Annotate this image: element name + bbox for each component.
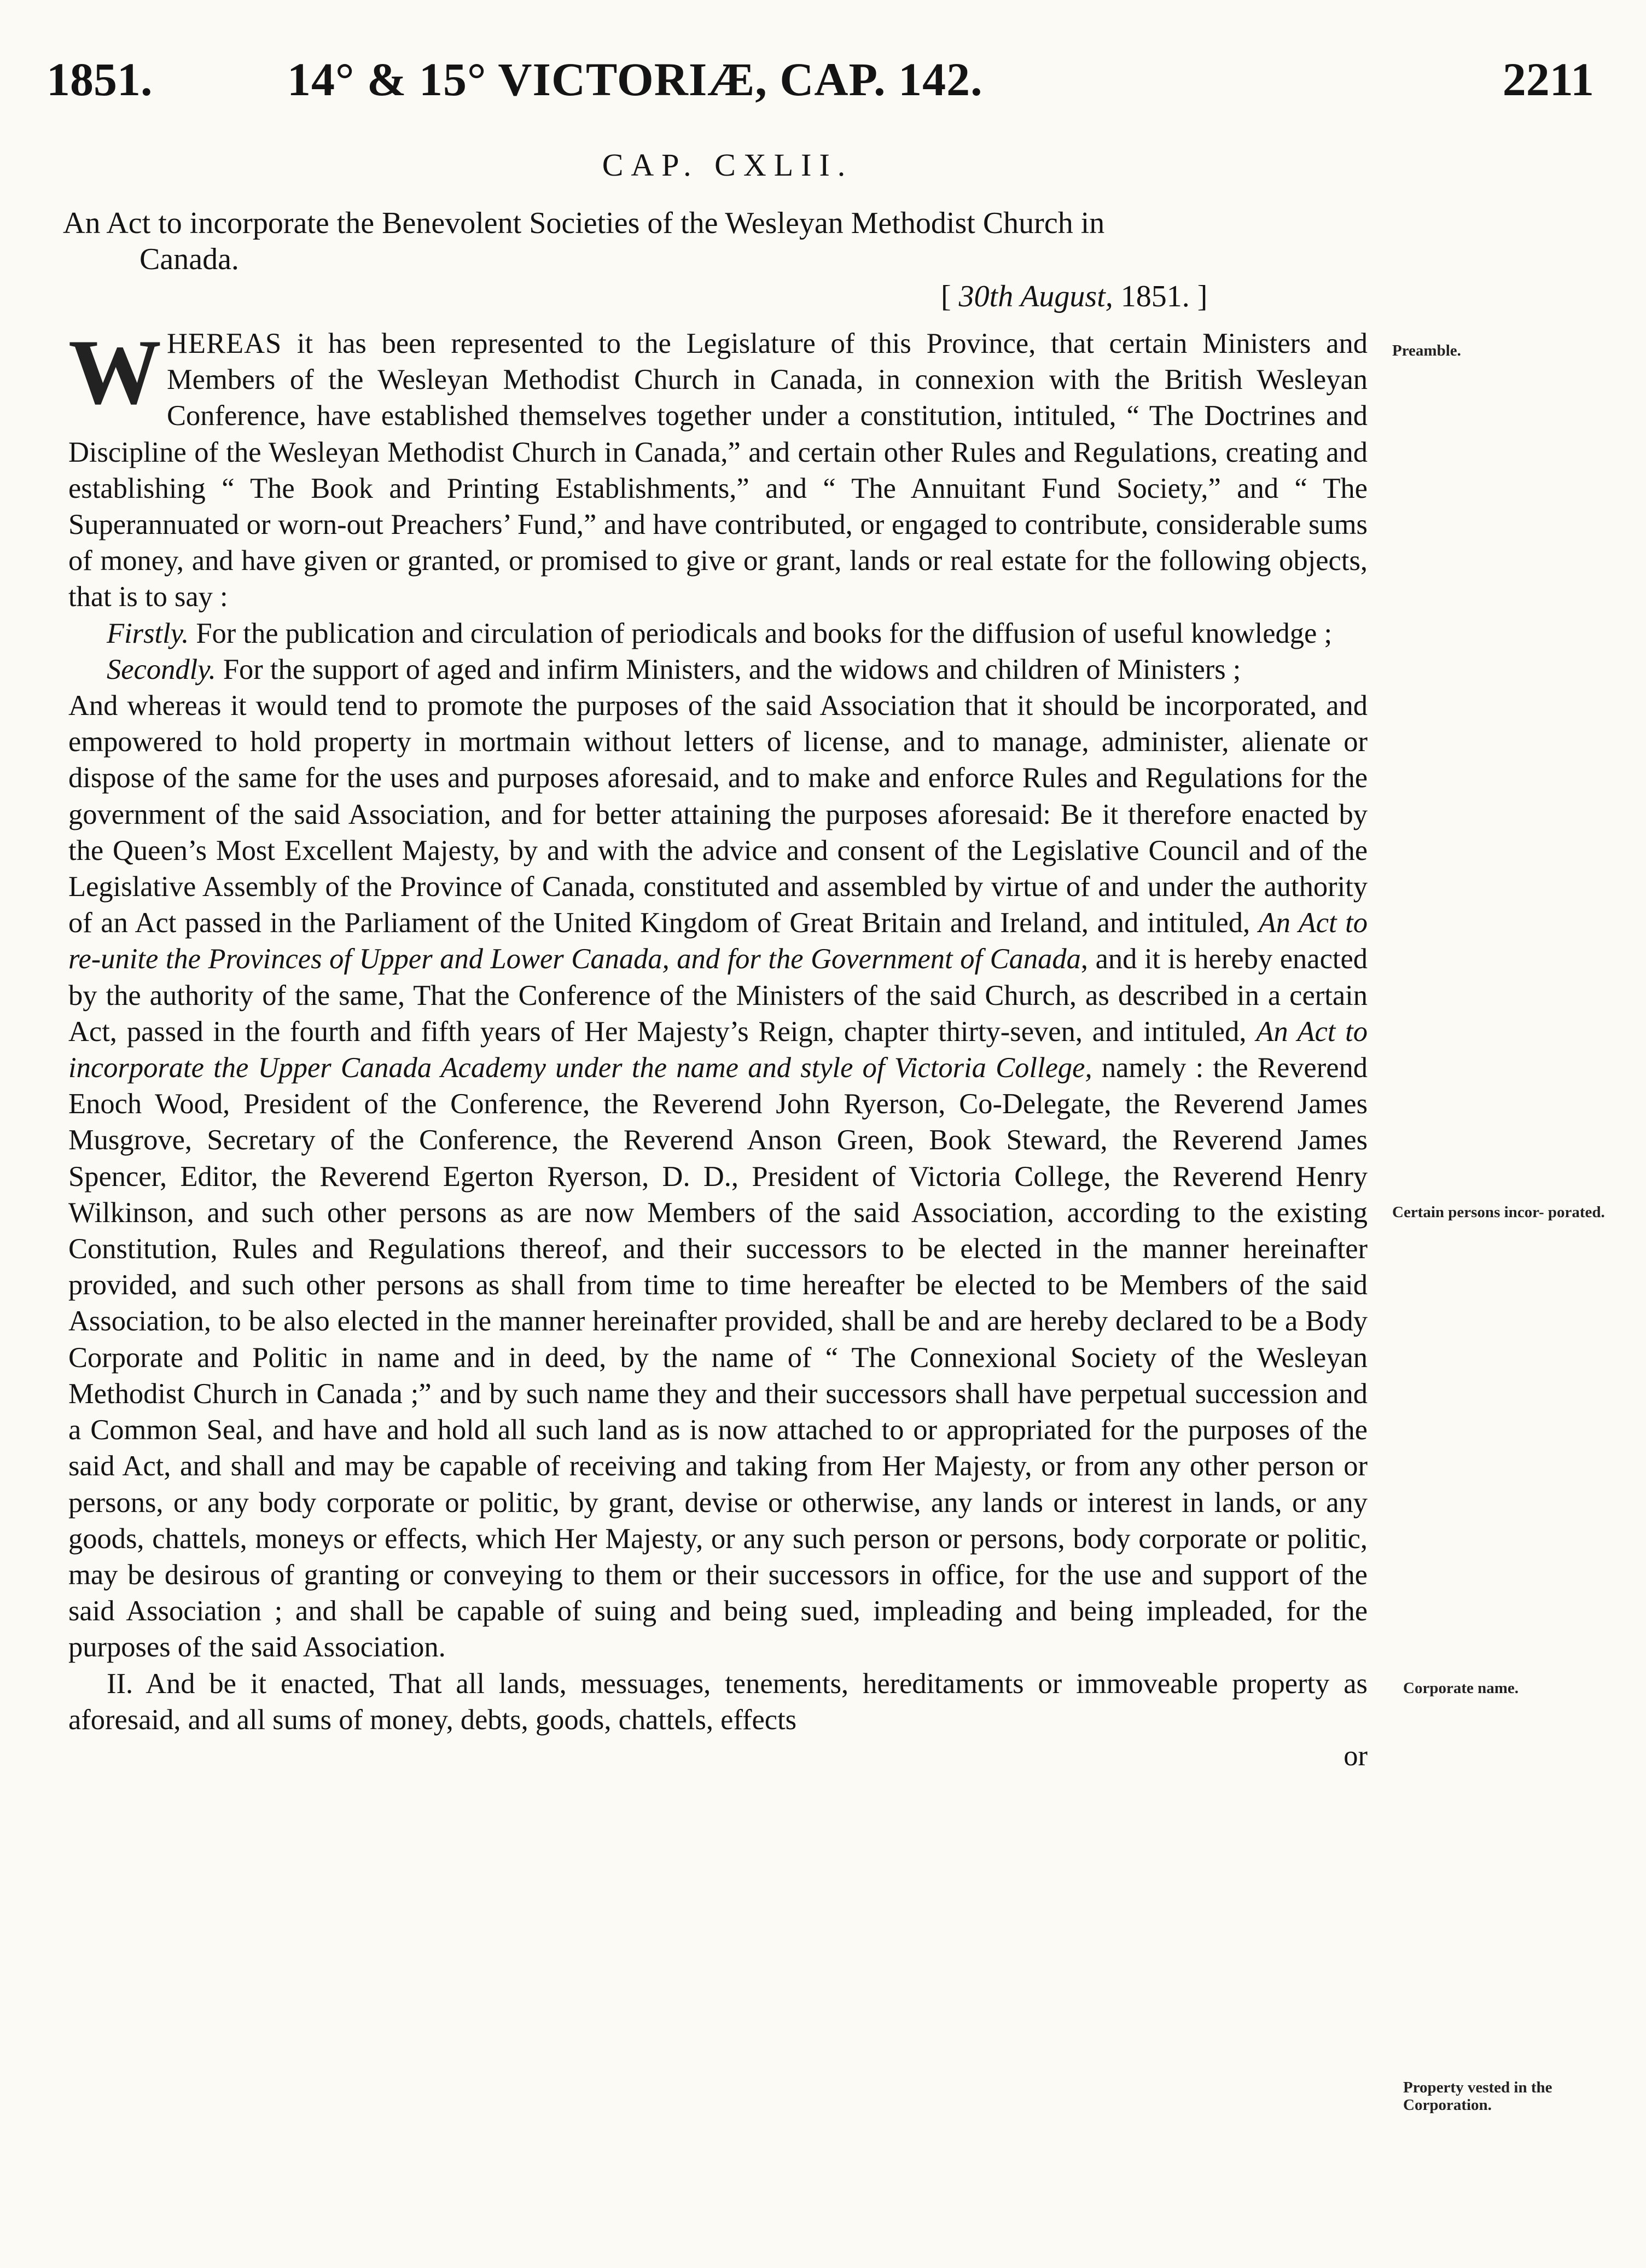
chapter-heading: CAP. CXLII.	[602, 147, 853, 183]
act-long-title-line2: Canada.	[139, 242, 239, 276]
secondly-paragraph	[68, 652, 1368, 688]
catchword: or	[1343, 1740, 1368, 1772]
act-body	[68, 321, 1368, 1774]
margin-note-certain-persons: Certain persons incor- porated.	[1392, 1203, 1605, 1221]
act-long-title	[63, 205, 1376, 277]
preamble-text: it has been represented to the Legislature of this Province, that certain Ministers and Members of the Wesleyan Methodist Church in Canada, in connexion with the British Wesleyan Conference, have established themselves together under a constitution, intituled, “ The Doctrines and Discipline of the Wesleyan Methodist Church in Canada,” and certain other Rules and Regulations, creating and establishing “ The Book and Printing Establishments,” and “ The Annuitant Fund Society,” and “ The Superannuated or worn-out Preachers’ Fund,” and have contributed, or engaged to contribute, considerable sums of money, and have given or granted, or promised to give or grant, lands or real estate for the following objects, that is to say :	[68, 328, 1368, 613]
act-long-title-line1: An Act to incorporate the Benevolent Societies of the Wesleyan Methodist Church in	[63, 206, 1105, 240]
enacting-text-c: namely : the Reverend Enoch Wood, President of the Conference, the Reverend John Ryerson, Co-Delegate, the Reverend James Musgrove, Secretary of the Conference, the Reverend Anson Green, Book Steward, the Reverend James Spencer, Editor, the Reverend Egerton Ryerson, D. D., President of Victoria College, the Reverend Henry Wilkinson, and such other persons as are now Members of the said Association, according to the existing Constitution, Rules and Regulations thereof, and their successors to be elected in the manner hereinafter provided, and such other persons as shall from time to time hereafter be elected to be Members of the said Association, to be also elected in the manner hereinafter provided, shall be and are hereby declared to be a Body Corporate and Politic in name and in deed, by the name of “ The Connexional Society of the Wesleyan Methodist Church in Canada ;” and by such name they and their successors shall have perpetual succession and a Common Seal, and have and hold all such land as is now attached to or appropriated for the purposes of the said Act, and shall and may be capable of receiving and taking from Her Majesty, or from any other person or persons, or any body corporate or politic, by grant, devise or otherwise, any lands or interest in lands, or any goods, chattels, moneys or effects, which Her Majesty, or any such person or persons, body corporate or politic, may be desirous of granting or conveying to them or their successors in office, for the use and support of the said Association ; and shall be capable of suing and being sued, impleading and being impleaded, for the purposes of the said Association.	[68, 1052, 1368, 1664]
firstly-paragraph	[68, 615, 1368, 652]
enacting-paragraph	[68, 688, 1368, 1665]
whereas-word: HEREAS	[167, 328, 282, 359]
margin-note-preamble: Preamble.	[1392, 342, 1461, 359]
section-two-paragraph: II. And be it enacted, That all lands, messuages, tenements, hereditaments or immoveable property as aforesaid, and all sums of money, debts, goods, chattels, effects	[68, 1667, 1368, 1736]
page-number: 2211	[1502, 53, 1594, 106]
date-day-month: 30th August,	[958, 280, 1113, 313]
secondly-text: For the support of aged and infirm Ministers, and the widows and children of Ministers ;	[216, 653, 1241, 685]
preamble-paragraph	[68, 321, 1368, 615]
drop-cap: W	[68, 321, 159, 423]
assent-date	[941, 279, 1207, 314]
firstly-text: For the publication and circulation of periodicals and books for the diffusion of useful knowledge ;	[189, 617, 1333, 649]
victoria-college-act-title: An Act to incorporate the Upper Canada Academy under the name and style of Victoria College,	[68, 1015, 1368, 1084]
enacting-text-b: , and it is hereby enacted by the authority of the same, That the Conference of the Ministers of the said Church, as described in a certain Act, passed in the fourth and fifth years of Her Majesty’s Reign, chapter thirty-seven, and intituled,	[68, 943, 1368, 1048]
firstly-label: Firstly.	[107, 617, 189, 649]
header-year: 1851.	[46, 53, 153, 106]
margin-note-corporate-name: Corporate name.	[1403, 1679, 1519, 1697]
date-year: 1851. ]	[1113, 280, 1208, 313]
union-act-title: An Act to re-unite the Provinces of Upper and Lower Canada, and for the Government of Canada	[68, 907, 1368, 975]
secondly-label: Secondly.	[107, 653, 216, 685]
running-head	[46, 52, 1594, 118]
date-open: [	[941, 280, 959, 313]
header-title: 14° & 15° VICTORIÆ, CAP. 142.	[287, 53, 983, 106]
enacting-text-a: And whereas it would tend to promote the purposes of the said Association that it should be incorporated, and empowered to hold property in mortmain without letters of license, and to manage, administer, alienate or dispose of the same for the uses and purposes aforesaid, and to make and enforce Rules and Regulations for the government of the said Association, and for better attaining the purposes aforesaid: Be it therefore enacted by the Queen’s Most Excellent Majesty, by and with the advice and consent of the Legislative Council and of the Legislative Assembly of the Province of Canada, constituted and assembled by virtue of and under the authority of an Act passed in the Parliament of the United Kingdom of Great Britain and Ireland, and intituled,	[68, 690, 1368, 939]
margin-note-property-vested: Property vested in the Corporation.	[1403, 2079, 1552, 2114]
